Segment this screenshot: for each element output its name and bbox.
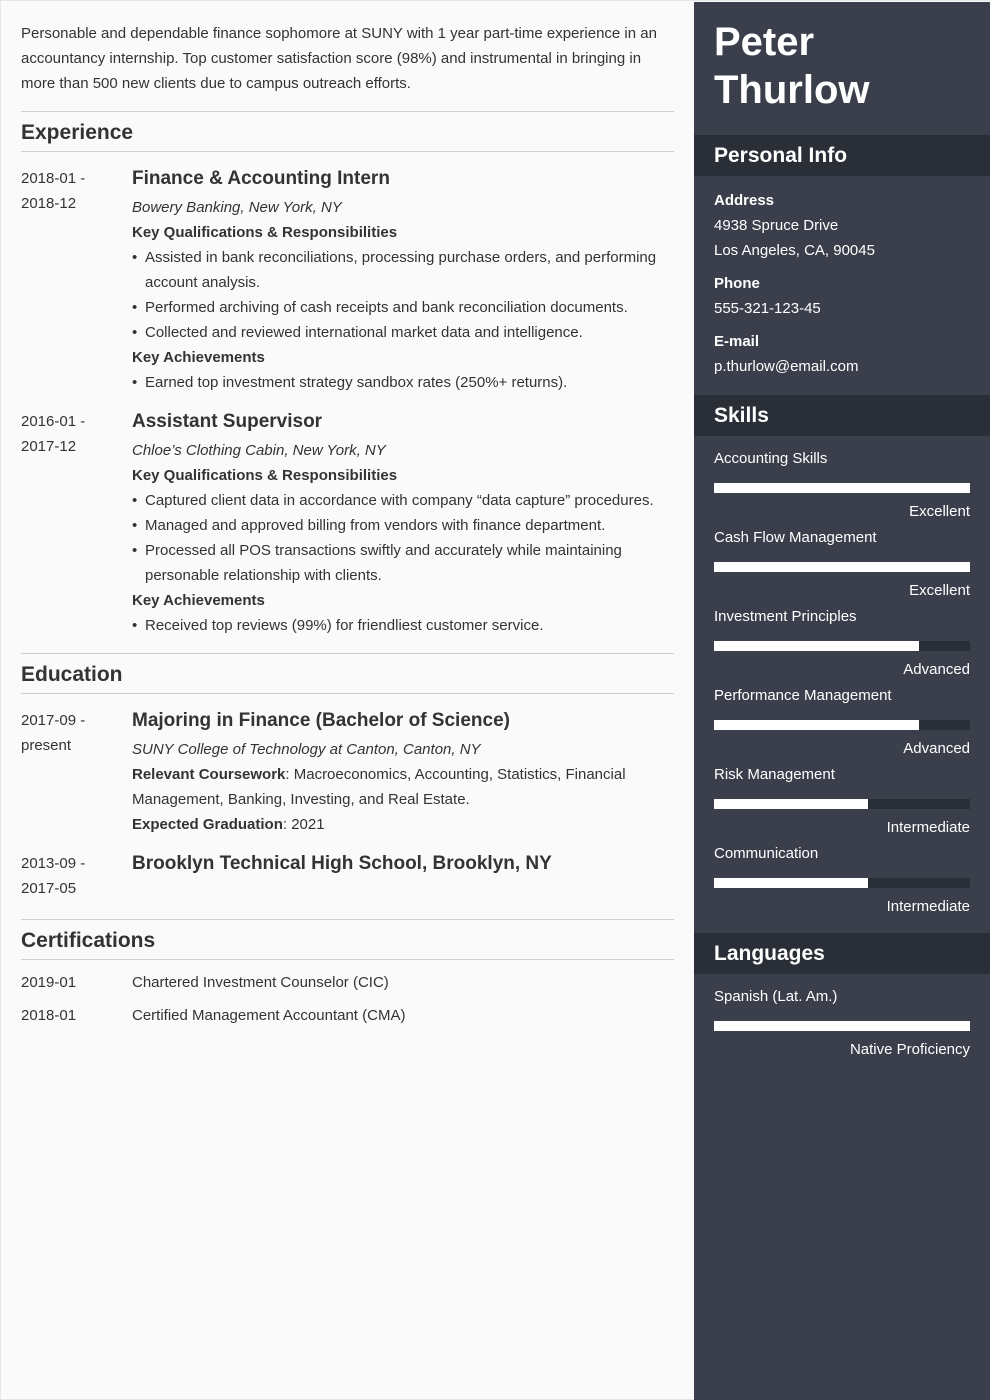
candidate-name: [694, 2, 990, 135]
list-item: • Collected and reviewed international market data and intelligence.: [132, 320, 674, 345]
language-level-fill: [714, 1021, 970, 1031]
cert-name: Chartered Investment Counselor (CIC): [132, 974, 389, 991]
personal-info-title: Personal Info: [694, 135, 990, 176]
address-label: Address: [714, 192, 775, 209]
coursework: [132, 762, 674, 812]
language-level-label: Native Proficiency: [849, 1041, 970, 1058]
phone-value: 555-321-123-45: [714, 300, 821, 317]
skill-level-fill: [714, 483, 970, 493]
education-entry: [21, 708, 674, 837]
skill-level-fill: [714, 641, 919, 651]
resp-label: Key Qualifications & Responsibilities: [132, 224, 398, 241]
address-line1: 4938 Spruce Drive: [714, 217, 839, 234]
languages-list: [694, 974, 990, 1082]
certifications-title: Certifications: [21, 919, 674, 960]
degree: Brooklyn Technical High School, Brooklyn, NY: [132, 853, 552, 874]
skill-item: [714, 449, 970, 522]
skill-level-fill: [714, 720, 919, 730]
expected-graduation: [132, 812, 674, 837]
job-role: Assistant Supervisor: [132, 411, 323, 432]
job-body: [132, 166, 674, 395]
skill-item: [714, 607, 970, 680]
coursework-label: Relevant Coursework: [132, 766, 286, 783]
language-level-bar: [714, 1021, 970, 1031]
skill-name: Cash Flow Management: [714, 529, 877, 546]
resp-label: Key Qualifications & Responsibilities: [132, 467, 398, 484]
ach-list: [132, 370, 674, 395]
email-value: p.thurlow@email.com: [714, 358, 859, 375]
skill-level-bar: [714, 562, 970, 572]
list-item: • Managed and approved billing from vendors with finance department.: [132, 513, 674, 538]
skill-item: [714, 686, 970, 759]
skill-level-label: Intermediate: [886, 819, 970, 836]
last-name: Thurlow: [714, 68, 870, 112]
first-name: Peter: [714, 20, 815, 64]
education-body: [132, 851, 674, 901]
job-date-start: 2018-01 -: [21, 170, 86, 187]
edu-date-start: 2013-09 -: [21, 855, 86, 872]
job-role: Finance & Accounting Intern: [132, 168, 390, 189]
education-entry: [21, 851, 674, 901]
skill-level-label: Advanced: [903, 661, 970, 678]
coursework-value: : Macroeconomics, Accounting, Statistics, Financial Management, Banking, Investing, and Real Estate.: [132, 766, 626, 808]
education-dates: [21, 708, 132, 837]
edu-date-start: 2017-09 -: [21, 712, 86, 729]
skill-level-label: Advanced: [903, 740, 970, 757]
summary: Personable and dependable finance sophomore at SUNY with 1 year part-time experience in an accountancy internship. Top customer satisfaction score (98%) and instrumental in bringing in more than 500 new clients due to campus outreach efforts.: [21, 25, 657, 92]
personal-info: [694, 176, 990, 395]
skill-level-fill: [714, 878, 868, 888]
skill-level-label: Intermediate: [886, 898, 970, 915]
job-body: [132, 409, 674, 638]
list-item: • Assisted in bank reconciliations, processing purchase orders, and performing account analysis.: [132, 245, 674, 295]
skill-name: Communication: [714, 845, 819, 862]
resp-list: [132, 245, 674, 345]
experience-section: [21, 111, 674, 638]
job-entry: [21, 409, 674, 638]
experience-title: Experience: [21, 111, 674, 152]
list-item: • Captured client data in accordance with company “data capture” procedures.: [132, 488, 674, 513]
language-item: [714, 987, 970, 1060]
job-org: Bowery Banking, New York, NY: [132, 199, 342, 216]
phone-label: Phone: [714, 275, 760, 292]
list-item: • Processed all POS transactions swiftly and accurately while maintaining personable relationship with clients.: [132, 538, 674, 588]
ach-label: Key Achievements: [132, 349, 265, 366]
skill-item: [714, 844, 970, 917]
cert-row: [21, 1006, 674, 1026]
education-title: Education: [21, 653, 674, 694]
degree: Majoring in Finance (Bachelor of Science): [132, 710, 510, 731]
sidebar: [694, 2, 990, 1400]
certifications-section: [21, 919, 674, 1026]
job-date-end: 2018-12: [21, 195, 77, 212]
skill-level-bar: [714, 483, 970, 493]
language-name: Spanish (Lat. Am.): [714, 988, 838, 1005]
skill-item: [714, 528, 970, 601]
education-dates: [21, 851, 132, 901]
cert-date: 2018-01: [21, 1007, 77, 1024]
skill-name: Investment Principles: [714, 608, 857, 625]
ach-list: [132, 613, 674, 638]
main-column: [21, 21, 674, 1026]
skill-name: Performance Management: [714, 687, 892, 704]
skill-level-bar: [714, 878, 970, 888]
resp-list: [132, 488, 674, 588]
address-line2: Los Angeles, CA, 90045: [714, 242, 875, 259]
skill-level-bar: [714, 799, 970, 809]
cert-name: Certified Management Accountant (CMA): [132, 1007, 406, 1024]
skill-level-label: Excellent: [909, 503, 970, 520]
list-item: • Received top reviews (99%) for friendliest customer service.: [132, 613, 674, 638]
skills-title: Skills: [694, 395, 990, 436]
languages-title: Languages: [694, 933, 990, 974]
skills-list: [694, 436, 990, 933]
education-body: [132, 708, 674, 837]
school: SUNY College of Technology at Canton, Canton, NY: [132, 741, 481, 758]
cert-date: 2019-01: [21, 974, 77, 991]
skill-level-fill: [714, 562, 970, 572]
edu-date-end: 2017-05: [21, 880, 77, 897]
job-dates: [21, 166, 132, 395]
skill-level-fill: [714, 799, 868, 809]
list-item: • Earned top investment strategy sandbox rates (250%+ returns).: [132, 370, 674, 395]
job-date-start: 2016-01 -: [21, 413, 86, 430]
grad-value: : 2021: [282, 816, 325, 833]
grad-label: Expected Graduation: [132, 816, 283, 833]
job-date-end: 2017-12: [21, 438, 77, 455]
education-section: [21, 653, 674, 901]
skill-name: Accounting Skills: [714, 450, 828, 467]
list-item: • Performed archiving of cash receipts and bank reconciliation documents.: [132, 295, 674, 320]
skill-item: [714, 765, 970, 838]
skill-level-label: Excellent: [909, 582, 970, 599]
job-entry: [21, 166, 674, 395]
skill-level-bar: [714, 641, 970, 651]
edu-date-end: present: [21, 737, 72, 754]
ach-label: Key Achievements: [132, 592, 265, 609]
cert-row: [21, 973, 674, 993]
job-org: Chloe’s Clothing Cabin, New York, NY: [132, 442, 386, 459]
skill-level-bar: [714, 720, 970, 730]
email-label: E-mail: [714, 333, 760, 350]
skill-name: Risk Management: [714, 766, 835, 783]
job-dates: [21, 409, 132, 638]
